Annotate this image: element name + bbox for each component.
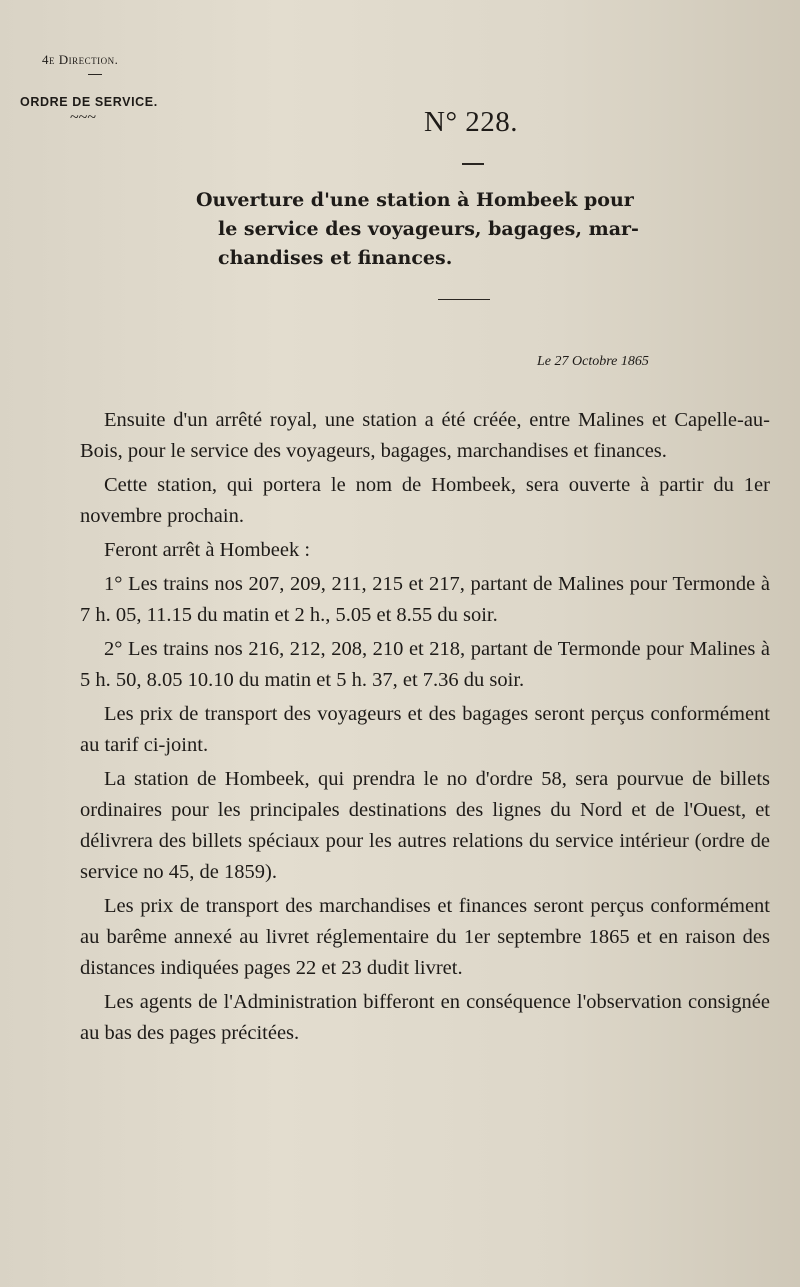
title-line-2: le service des voyageurs, bagages, mar- xyxy=(218,218,639,240)
divider-dash xyxy=(88,74,102,75)
title-rule xyxy=(438,299,490,300)
paragraph-5: 2° Les trains nos 216, 212, 208, 210 et 218, partant de Termonde pour Malines à 5 h. 50, 8.05 10.10 du matin et 5 h. 37, et 7.36 du soir. xyxy=(80,638,770,691)
paragraph-9: Les agents de l'Administration bifferont en conséquence l'observation consignée au bas des pages précitées. xyxy=(80,991,770,1044)
paragraph-2: Cette station, qui portera le nom de Hombeek, sera ouverte à partir du 1er novembre prochain. xyxy=(80,474,770,527)
number-divider xyxy=(462,163,484,165)
paragraph-8: Les prix de transport des marchandises et finances seront perçus conformément au barême annexé au livret réglementaire du 1er septembre 1865 et en raison des distances indiquées pages 22 et 23 dudit livret. xyxy=(80,895,770,979)
document-title xyxy=(196,186,756,273)
title-line-3: chandises et finances. xyxy=(218,247,453,269)
title-line-1: Ouverture d'une station à Hombeek pour xyxy=(196,189,634,211)
body-text xyxy=(80,405,770,1052)
paragraph-7: La station de Hombeek, qui prendra le no d'ordre 58, sera pourvue de billets ordinaires pour les principales destinations des lignes du Nord et de l'Ouest, et délivrera des billets spéciaux pour les autres relations du service intérieur (ordre de service no 45, de 1859). xyxy=(80,768,770,883)
order-type-label: ORDRE DE SERVICE. xyxy=(20,95,158,109)
direction-label: 4e Direction. xyxy=(42,52,119,67)
sidebar-header xyxy=(18,52,178,126)
order-number: N° 228. xyxy=(424,106,519,138)
paragraph-6: Les prix de transport des voyageurs et des bagages seront perçus conformément au tarif ci-joint. xyxy=(80,703,770,756)
paragraph-3: Feront arrêt à Hombeek : xyxy=(104,539,311,561)
document-date: Le 27 Octobre 1865 xyxy=(537,354,649,369)
paragraph-1: Ensuite d'un arrêté royal, une station a été créée, entre Malines et Capelle-au-Bois, pour le service des voyageurs, bagages, marchandises et finances. xyxy=(80,409,770,462)
flourish-ornament: ~~~ xyxy=(70,109,96,126)
paragraph-4: 1° Les trains nos 207, 209, 211, 215 et 217, partant de Malines pour Termonde à 7 h. 05, 11.15 du matin et 2 h., 5.05 et 8.55 du soir. xyxy=(80,573,770,626)
